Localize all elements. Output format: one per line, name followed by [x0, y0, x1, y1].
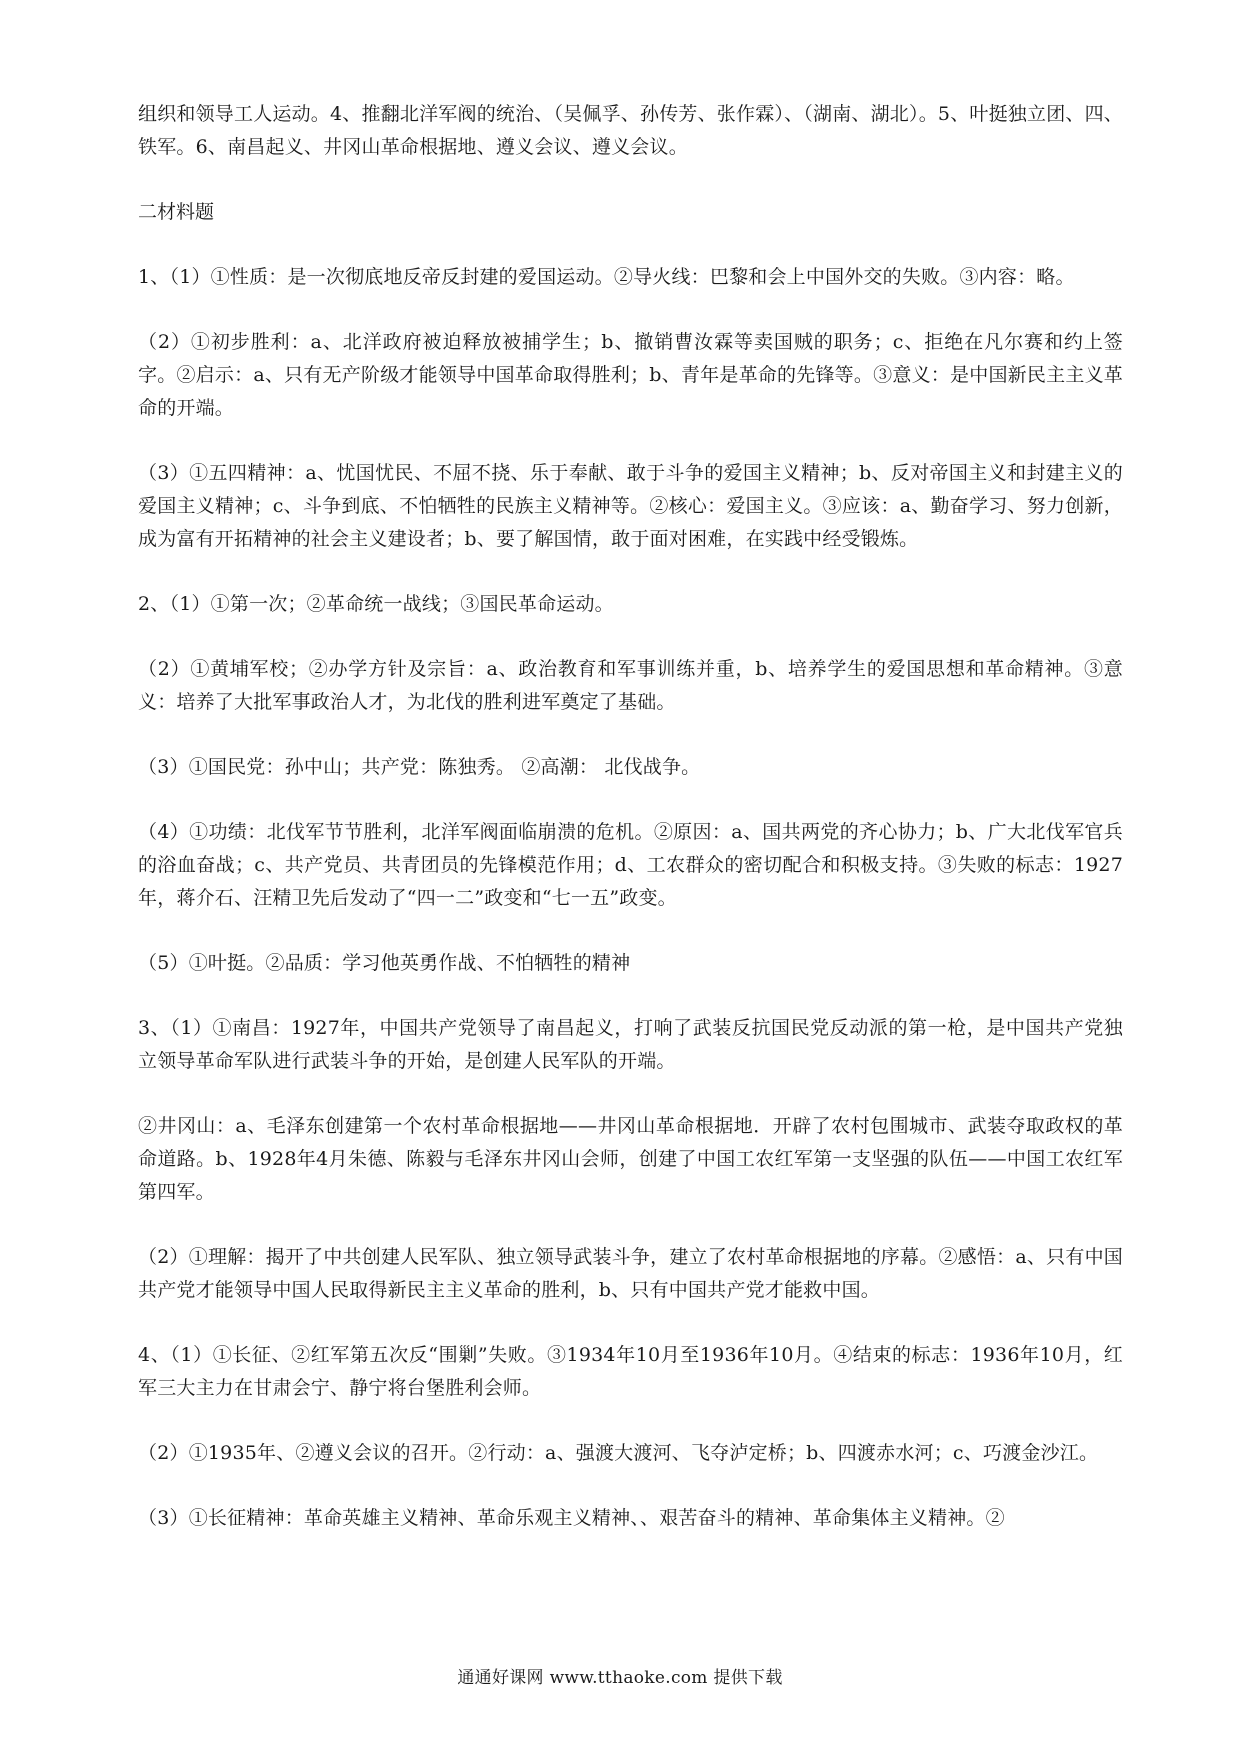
document-body: [138, 98, 1123, 1567]
paragraph-q3-part2: （2）①理解：揭开了中共创建人民军队、独立领导武装斗争，建立了农村革命根据地的序幕。②感悟：a、只有中国共产党才能领导中国人民取得新民主主义革命的胜利，b、只有中国共产党才能救中国。: [138, 1246, 1123, 1301]
paragraph-q4-part1: 4、（1）①长征、②红军第五次反“围剿”失败。③1934年10月至1936年10月。④结束的标志：1936年10月，红军三大主力在甘肃会宁、静宁将台堡胜利会师。: [138, 1344, 1123, 1399]
paragraph-q2-part1: 2、（1）①第一次；②革命统一战线；③国民革命运动。: [138, 593, 614, 615]
paragraph-answers-continued: 组织和领导工人运动。4、推翻北洋军阀的统治、（吴佩孚、孙传芳、张作霖）、（湖南、湖北）。5、叶挺独立团、四、铁军。6、南昌起义、井冈山革命根据地、遵义会议、遵义会议。: [138, 103, 1123, 158]
section-heading-material-questions: 二材料题: [138, 201, 215, 223]
paragraph-q1-part3: （3）①五四精神：a、忧国忧民、不屈不挠、乐于奉献、敢于斗争的爱国主义精神；b、反对帝国主义和封建主义的爱国主义精神；c、斗争到底、不怕牺牲的民族主义精神等。②核心：爱国主义。③应该：a、勤奋学习、努力创新，成为富有开拓精神的社会主义建设者；b、要了解国情，敢于面对困难，在实践中经受锻炼。: [138, 462, 1123, 550]
paragraph-q4-part3: （3）①长征精神：革命英雄主义精神、革命乐观主义精神、、艰苦奋斗的精神、革命集体主义精神。②: [138, 1507, 1005, 1529]
paragraph-q1-part2: （2）①初步胜利：a、北洋政府被迫释放被捕学生；b、撤销曹汝霖等卖国贼的职务；c、拒绝在凡尔赛和约上签字。②启示：a、只有无产阶级才能领导中国革命取得胜利；b、青年是革命的先锋等。③意义：是中国新民主主义革命的开端。: [138, 331, 1123, 419]
paragraph-q3-part1-jinggangshan: ②井冈山：a、毛泽东创建第一个农村革命根据地——井冈山革命根据地．开辟了农村包围城市、武装夺取政权的革命道路。b、1928年4月朱德、陈毅与毛泽东井冈山会师，创建了中国工农红军第一支坚强的队伍——中国工农红军第四军。: [138, 1115, 1123, 1203]
paragraph-q2-part3: （3）①国民党：孙中山；共产党：陈独秀。 ②高潮： 北伐战争。: [138, 756, 701, 778]
paragraph-q2-part5: （5）①叶挺。②品质：学习他英勇作战、不怕牺牲的精神: [138, 952, 631, 974]
paragraph-q2-part4: （4）①功绩：北伐军节节胜利，北洋军阀面临崩溃的危机。②原因：a、国共两党的齐心协力；b、广大北伐军官兵的浴血奋战；c、共产党员、共青团员的先锋模范作用；d、工农群众的密切配合和积极支持。③失败的标志：1927年，蒋介石、汪精卫先后发动了“四一二”政变和“七一五”政变。: [138, 821, 1123, 909]
paragraph-q3-part1: 3、（1）①南昌：1927年，中国共产党领导了南昌起义，打响了武装反抗国民党反动派的第一枪，是中国共产党独立领导革命军队进行武装斗争的开始，是创建人民军队的开端。: [138, 1017, 1123, 1072]
paragraph-q1-part1: 1、（1）①性质：是一次彻底地反帝反封建的爱国运动。②导火线：巴黎和会上中国外交的失败。③内容：略。: [138, 266, 1075, 288]
paragraph-q2-part2: （2）①黄埔军校；②办学方针及宗旨：a、政治教育和军事训练并重，b、培养学生的爱国思想和革命精神。③意义：培养了大批军事政治人才，为北伐的胜利进军奠定了基础。: [138, 658, 1123, 713]
page-footer: 通通好课网 www.tthaoke.com 提供下载: [457, 1668, 783, 1688]
paragraph-q4-part2: （2）①1935年、②遵义会议的召开。②行动：a、强渡大渡河、飞夺泸定桥；b、四渡赤水河；c、巧渡金沙江。: [138, 1442, 1099, 1464]
